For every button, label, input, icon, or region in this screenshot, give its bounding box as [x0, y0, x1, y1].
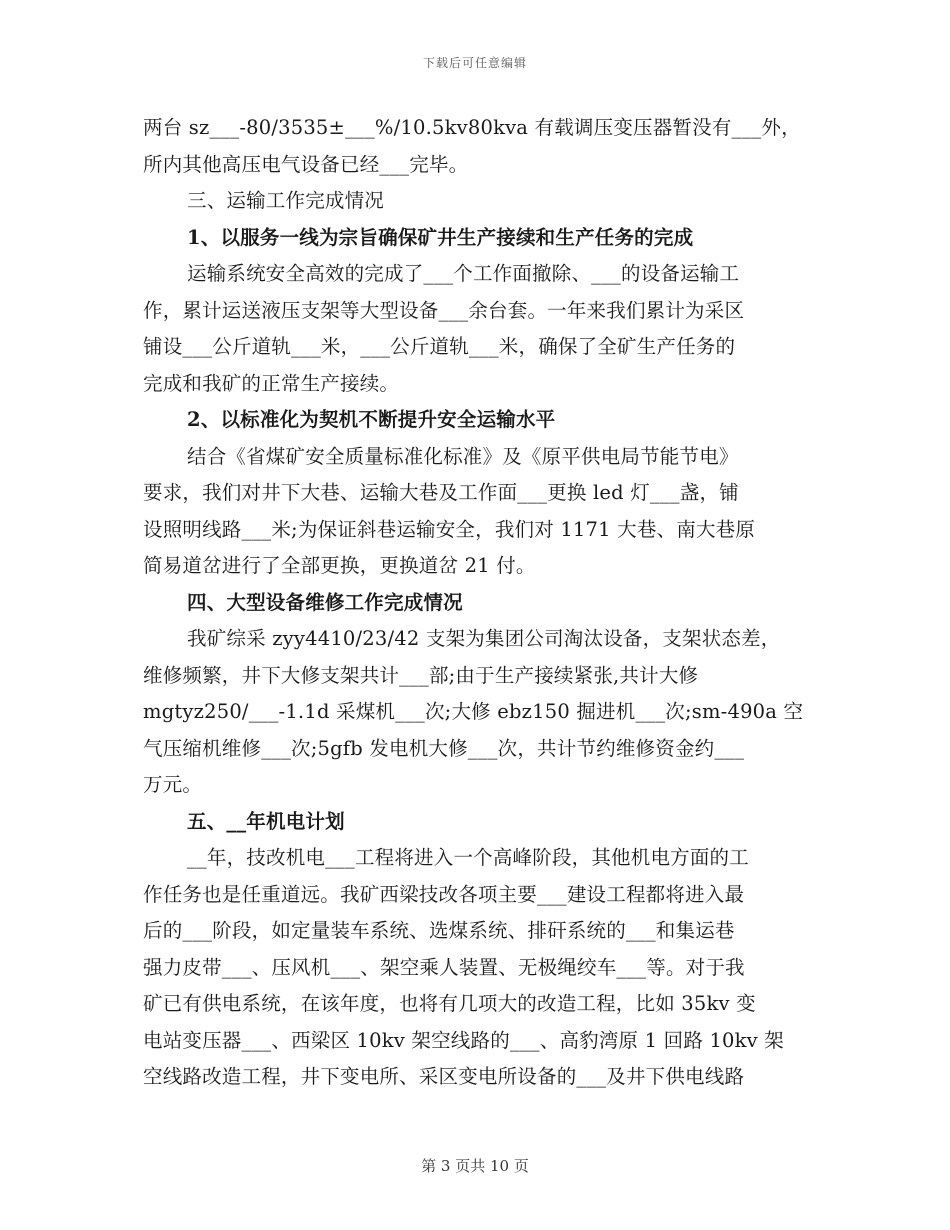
body-line: 后的___阶段，如定量装车系统、选煤系统、排矸系统的___和集运巷 — [143, 919, 735, 942]
body-line: 完成和我矿的正常生产接续。 — [143, 371, 400, 395]
paragraph-first-line: 运输系统安全高效的完成了___个工作面撤除、___的设备运输工 — [187, 262, 740, 285]
subsection-heading: 1、以服务一线为宗旨确保矿井生产接续和生产任务的完成 — [187, 225, 694, 249]
body-line: 设照明线路___米;为保证斜巷运输安全，我们对 1171 大巷、南大巷原 — [143, 517, 756, 541]
body-line: 空线路改造工程，井下变电所、采区变电所设备的___及井下供电线路 — [143, 1065, 745, 1088]
body-line: 矿已有供电系统，在该年度，也将有几项大的改造工程，比如 35kv 变 — [143, 992, 756, 1015]
document-body — [143, 110, 808, 1096]
body-line: mgtyz250/___-1.1d 采煤机___次;大修 ebz150 掘进机___次;sm-490a 空 — [143, 700, 804, 723]
paragraph-first-line: 结合《省煤矿安全质量标准化标准》及《原平供电局节能节电》 — [187, 444, 739, 468]
body-line: 简易道岔进行了全部更换，更换道岔 21 付。 — [143, 554, 536, 577]
section-heading: 四、大型设备维修工作完成情况 — [187, 590, 463, 614]
body-line: 作任务也是任重道远。我矿西梁技改各项主要___建设工程都将进入最 — [143, 882, 745, 906]
page-number: 第 3 页共 10 页 — [421, 1157, 529, 1175]
body-line: 强力皮带___、压风机___、架空乘人装置、无极绳绞车___等。对于我 — [143, 955, 745, 979]
body-line: 万元。 — [143, 773, 203, 796]
body-line: 所内其他高压电气设备已经___完毕。 — [143, 152, 469, 176]
paragraph-first-line: __年，技改机电___工程将进入一个高峰阶段，其他机电方面的工 — [187, 846, 749, 869]
body-line: 要求，我们对井下大巷、运输大巷及工作面___更换 led 灯___盏，铺 — [143, 481, 739, 504]
body-line: 两台 sz___-80/3535±___%/10.5kv80kva 有载调压变压器暂没有___外， — [143, 116, 801, 139]
section-heading: 三、运输工作完成情况 — [187, 189, 385, 212]
body-line: 铺设___公斤道轨___米，___公斤道轨___米，确保了全矿生产任务的 — [143, 335, 736, 358]
body-line: 气压缩机维修___次;5gfb 发电机大修___次，共计节约维修资金约___ — [143, 736, 745, 760]
page-header: 下载后可任意编辑 — [422, 56, 527, 70]
body-line: 作，累计运送液压支架等大型设备___余台套。一年来我们累计为采区 — [143, 298, 745, 322]
paragraph-first-line: 我矿综采 zyy4410/23/42 支架为集团公司淘汰设备，支架状态差， — [187, 627, 781, 650]
subsection-heading: 2、以标准化为契机不断提升安全运输水平 — [187, 408, 556, 431]
section-heading: 五、__年机电计划 — [187, 809, 345, 833]
body-line: 维修频繁，井下大修支架共计___部;由于生产接续紧张,共计大修 — [143, 663, 699, 687]
body-line: 电站变压器___、西梁区 10kv 架空线路的___、高豹湾原 1 回路 10kv 架 — [143, 1028, 784, 1052]
